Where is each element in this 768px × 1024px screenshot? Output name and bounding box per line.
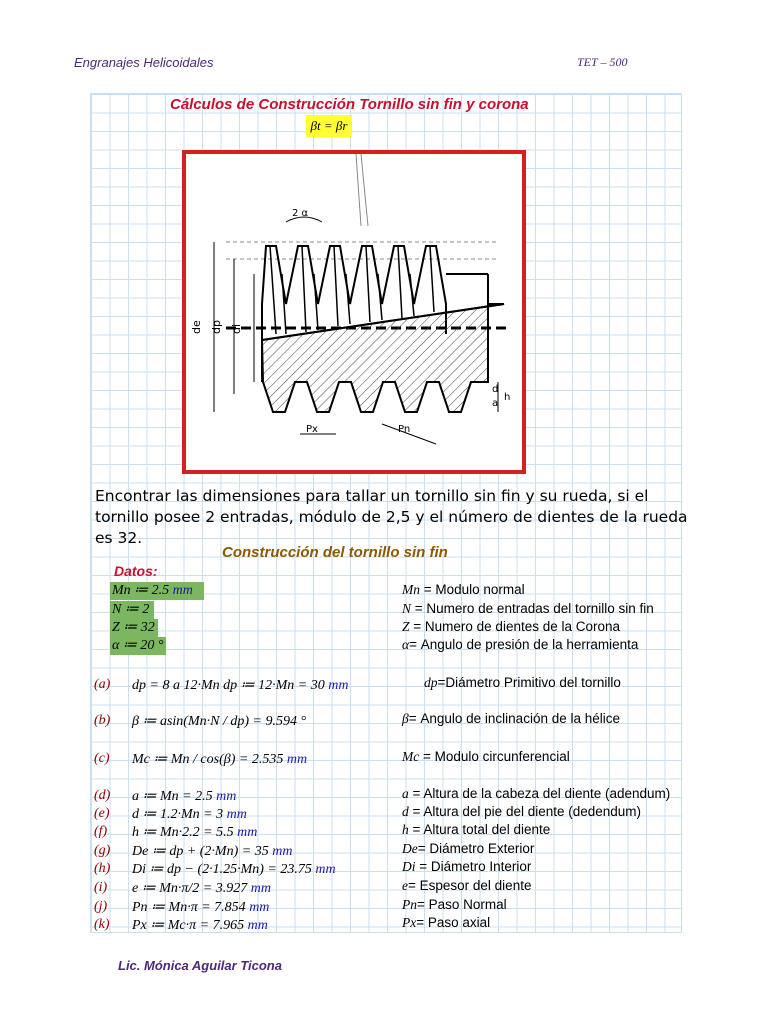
- step-desc-d: a = Altura de la cabeza del diente (adendum): [402, 786, 671, 801]
- step-expr-d: a ≔ Mn = 2.5 mm: [132, 789, 237, 804]
- header-right: TET – 500: [577, 55, 628, 69]
- hatched-section: [262, 304, 504, 412]
- step-expr-c: Mc ≔ Mn / cos(β) = 2.535 mm: [132, 752, 308, 767]
- page-title: Cálculos de Construcción Tornillo sin fin y corona: [170, 96, 529, 113]
- step-desc-i: e= Espesor del diente: [402, 878, 532, 893]
- step-expr-g: De ≔ dp + (2·Mn) = 35 mm: [132, 844, 293, 859]
- label-h: h: [504, 392, 511, 403]
- step-expr-a: dp = 8 a 12·Mn dp ≔ 12·Mn = 30 mm: [132, 678, 349, 693]
- footer-author: Lic. Mónica Aguilar Ticona: [118, 958, 282, 973]
- step-label-i: (i): [94, 880, 108, 895]
- step-desc-h: Di = Diámetro Interior: [402, 859, 532, 874]
- label-angle: 2 α: [292, 208, 309, 219]
- label-dp: dp: [210, 320, 223, 334]
- desc-alpha: α= Angulo de presión de la herramienta: [402, 637, 639, 652]
- step-label-f: (f): [94, 824, 108, 839]
- worm-diagram: [186, 154, 522, 470]
- step-desc-j: Pn= Paso Normal: [402, 897, 507, 912]
- step-expr-j: Pn ≔ Mn·π = 7.854 mm: [132, 900, 270, 915]
- step-desc-e: d = Altura del pie del diente (dedendum): [402, 804, 642, 819]
- section-subtitle: Construcción del tornillo sin fin: [222, 544, 448, 561]
- step-label-a: (a): [94, 677, 111, 692]
- label-a: a: [492, 398, 499, 409]
- step-label-d: (d): [94, 788, 111, 803]
- step-expr-h: Di ≔ dp − (2·1.25·Mn) = 23.75 mm: [132, 862, 336, 877]
- desc-n: N = Numero de entradas del tornillo sin fin: [402, 601, 654, 616]
- problem-statement: Encontrar las dimensiones para tallar un tornillo sin fin y su rueda, si el tornillo posee 2 entradas, módulo de 2,5 y el número de dientes de la rueda es 32.: [95, 487, 688, 547]
- datum-n: N ≔ 2: [110, 601, 154, 619]
- datos-label: Datos:: [114, 563, 158, 579]
- step-label-b: (b): [94, 713, 111, 728]
- step-label-j: (j): [94, 899, 108, 914]
- label-d: d: [492, 384, 499, 395]
- step-expr-b: β ≔ asin(Mn·N / dp) = 9.594 °: [132, 714, 307, 729]
- datum-alpha: α ≔ 20 °: [110, 637, 166, 655]
- step-label-c: (c): [94, 751, 110, 766]
- step-desc-a: dp=Diámetro Primitivo del tornillo: [424, 675, 621, 690]
- step-label-g: (g): [94, 843, 111, 858]
- step-desc-g: De= Diámetro Exterior: [402, 841, 535, 856]
- step-expr-e: d ≔ 1.2·Mn = 3 mm: [132, 807, 247, 822]
- desc-mn: Mn = Modulo normal: [402, 582, 525, 597]
- beta-equality: βt = βr: [306, 115, 352, 137]
- step-expr-f: h ≔ Mn·2.2 = 5.5 mm: [132, 825, 258, 840]
- step-desc-b: β= Angulo de inclinación de la hélice: [402, 711, 621, 726]
- header-left: Engranajes Helicoidales: [74, 55, 214, 70]
- datum-mn: Mn ≔ 2.5 mm: [110, 582, 204, 600]
- worm-screw-figure: [182, 150, 526, 474]
- label-px: Px: [306, 424, 318, 435]
- desc-z: Z = Numero de dientes de la Corona: [402, 619, 621, 634]
- label-de: de: [190, 320, 203, 334]
- step-expr-i: e ≔ Mn·π/2 = 3.927 mm: [132, 881, 271, 896]
- step-label-e: (e): [94, 806, 110, 821]
- step-label-k: (k): [94, 917, 110, 932]
- label-di: di: [230, 323, 243, 334]
- step-desc-f: h = Altura total del diente: [402, 822, 551, 837]
- step-label-h: (h): [94, 861, 111, 876]
- step-desc-c: Mc = Modulo circunferencial: [402, 749, 570, 764]
- label-pn: Pn: [398, 424, 411, 435]
- step-expr-k: Px ≔ Mc·π = 7.965 mm: [132, 918, 268, 933]
- step-desc-k: Px= Paso axial: [402, 915, 491, 930]
- datum-z: Z ≔ 32: [110, 619, 158, 637]
